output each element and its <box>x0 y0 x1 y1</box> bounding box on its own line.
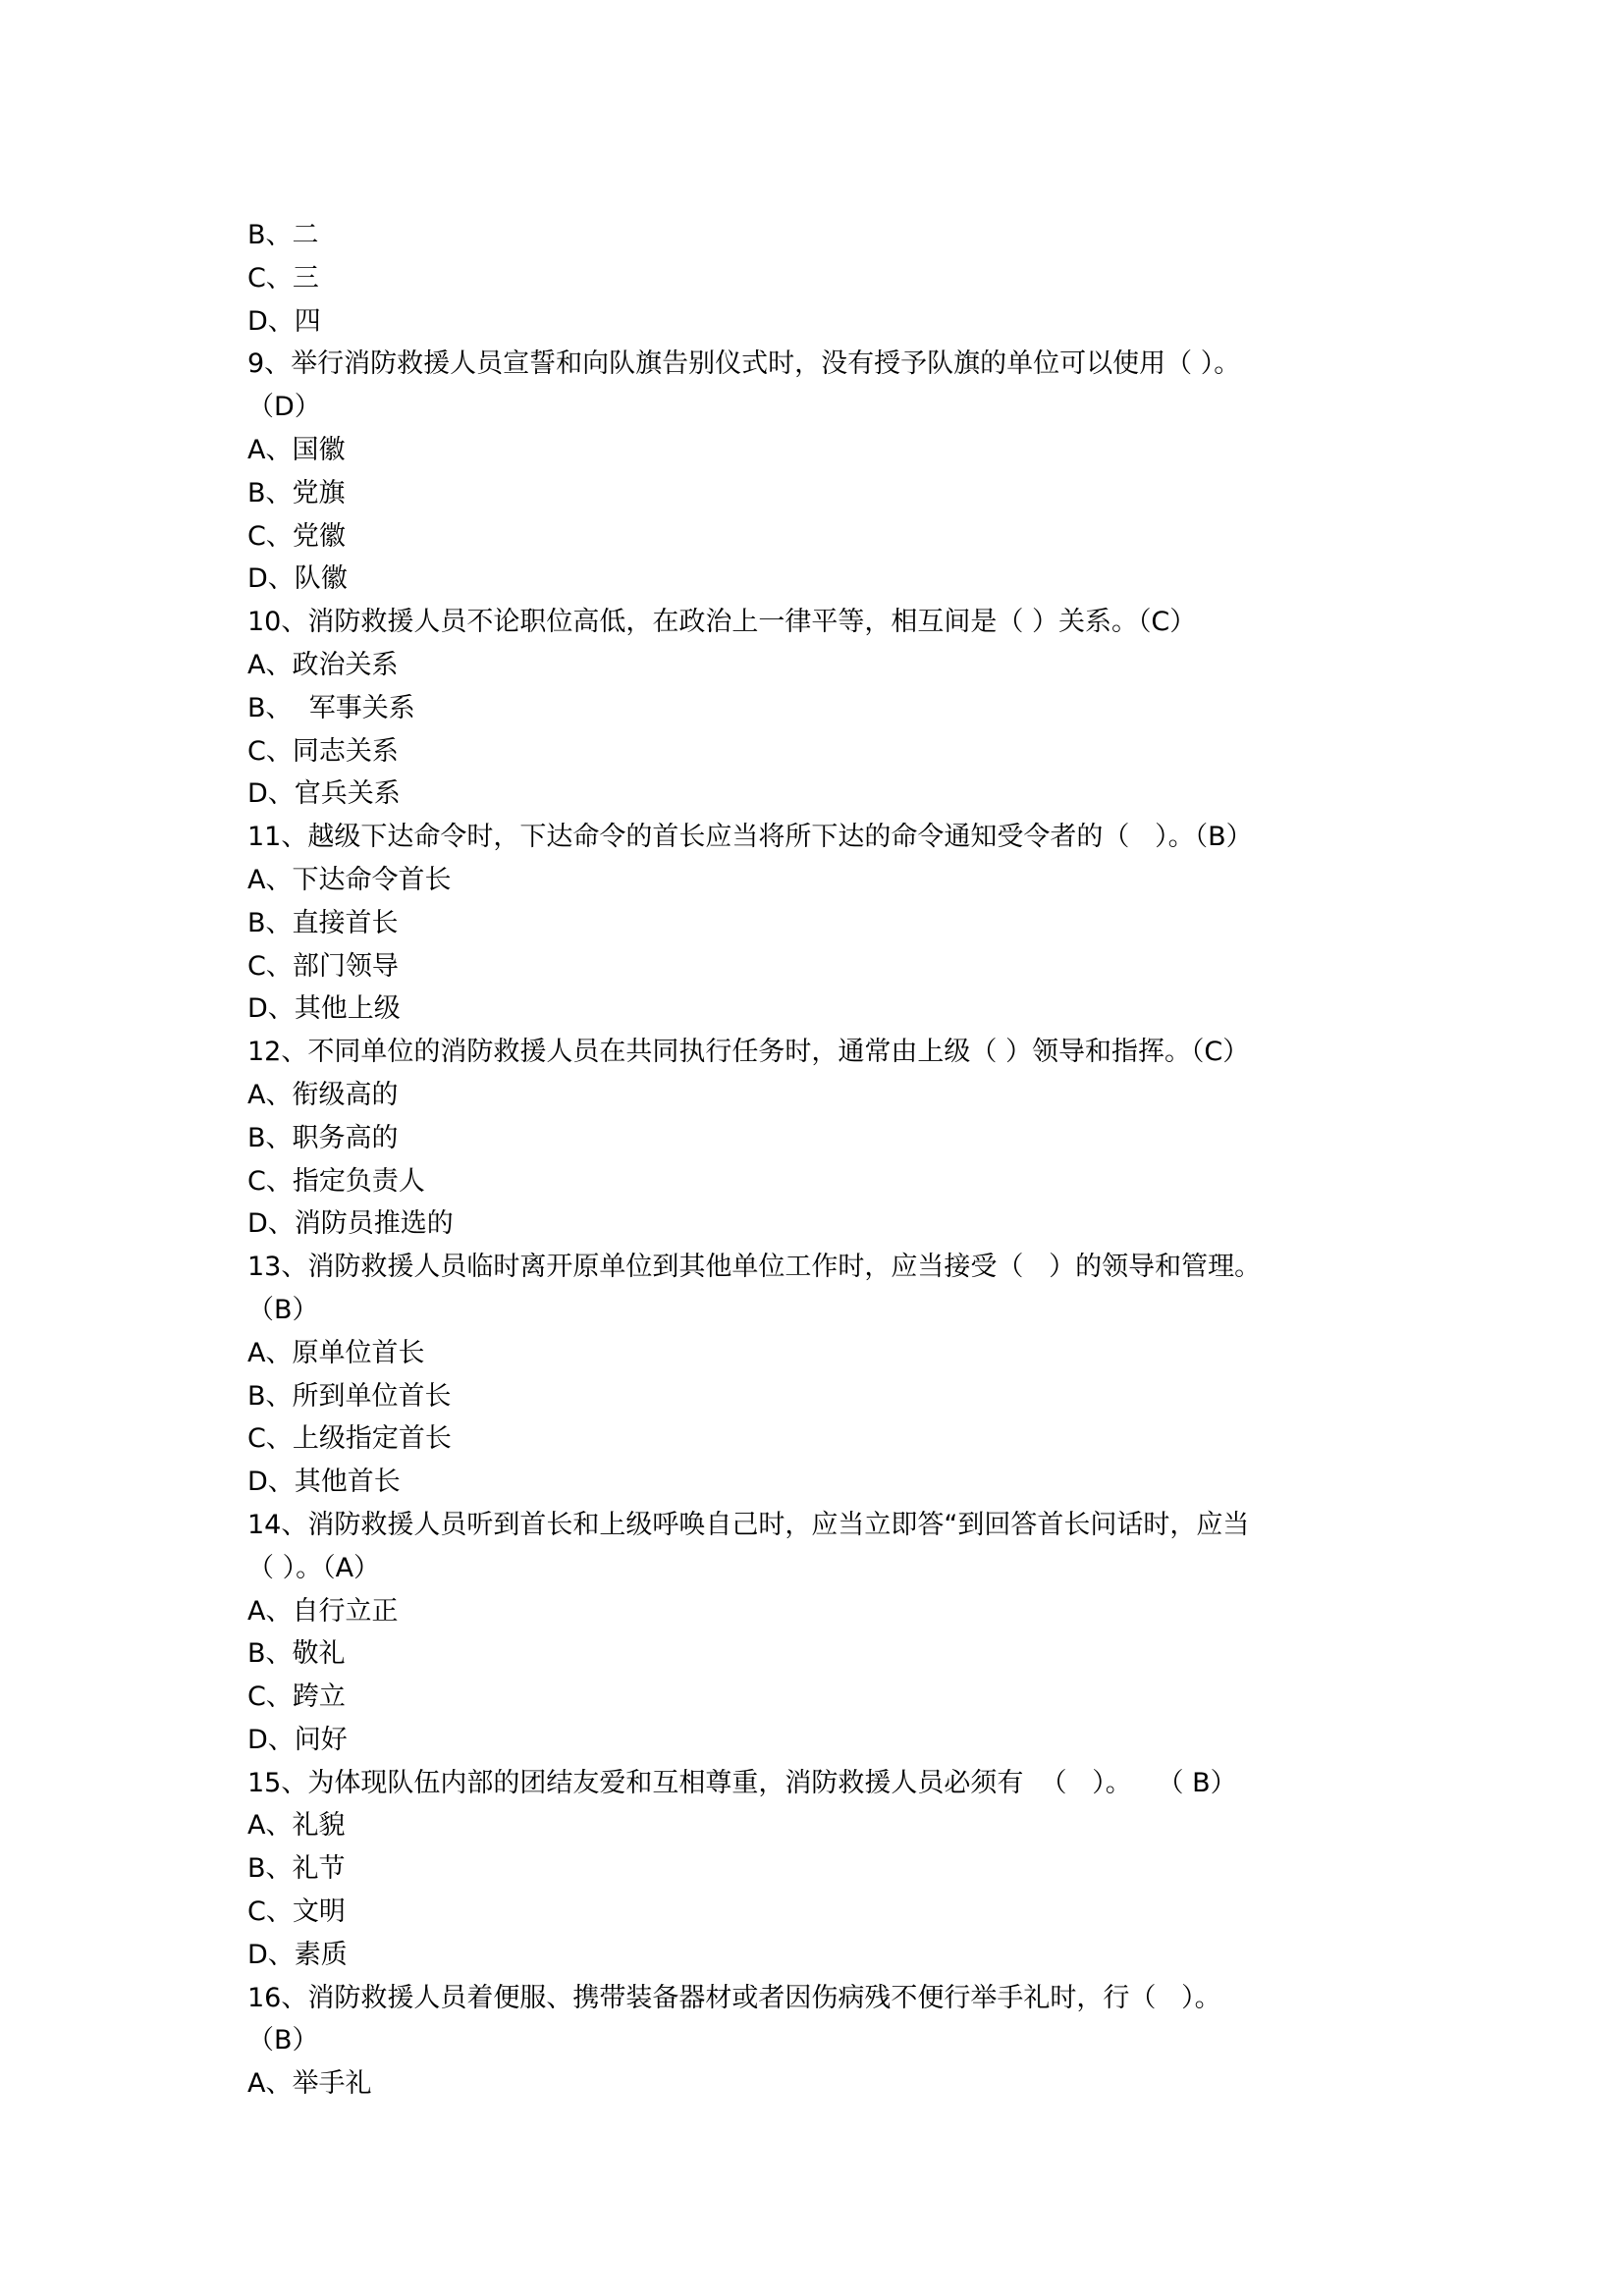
option-line: C、跨立 <box>247 1682 346 1713</box>
answer-13: （B） <box>247 1294 319 1325</box>
option-line: D、消防员推选的 <box>247 1208 454 1240</box>
option-line: C、文明 <box>247 1896 346 1928</box>
option-line: B、二 <box>247 220 319 250</box>
option-line: A、衔级高的 <box>247 1079 399 1110</box>
answer-16: （B） <box>247 2025 319 2056</box>
question-9: 9、举行消防救援人员宣誓和向队旗告别仪式时，没有授予队旗的单位可以使用（ ）。 <box>247 348 1241 380</box>
option-line: D、四 <box>247 305 321 337</box>
option-line: D、问好 <box>247 1724 348 1755</box>
option-line: C、党徽 <box>247 520 346 552</box>
option-line: D、官兵关系 <box>247 778 401 810</box>
option-line: A、下达命令首长 <box>247 864 452 895</box>
option-line: B、 军事关系 <box>247 692 415 723</box>
option-line: B、职务高的 <box>247 1122 399 1153</box>
option-line: A、政治关系 <box>247 649 399 680</box>
question-16: 16、消防救援人员着便服、携带装备器材或者因伤病残不便行举手礼时，行（ ）。 <box>247 1982 1221 2013</box>
option-line: C、部门领导 <box>247 950 399 982</box>
option-line: D、其他上级 <box>247 993 401 1025</box>
question-14: 14、消防救援人员听到首长和上级呼唤自己时，应当立即答“到回答首长问话时，应当 <box>247 1509 1250 1540</box>
question-11: 11、越级下达命令时，下达命令的首长应当将所下达的命令通知受令者的（ ）。（B） <box>247 822 1253 853</box>
question-10: 10、消防救援人员不论职位高低，在政治上一律平等，相互间是（ ）关系。（C） <box>247 607 1197 638</box>
option-line: A、自行立正 <box>247 1595 399 1627</box>
document-body <box>247 214 1386 2106</box>
option-line: B、礼节 <box>247 1853 346 1885</box>
option-line: B、所到单位首长 <box>247 1380 452 1412</box>
option-line: C、同志关系 <box>247 735 399 767</box>
option-line: B、直接首长 <box>247 907 399 938</box>
option-line: B、党旗 <box>247 477 346 508</box>
option-line: C、上级指定首长 <box>247 1423 452 1455</box>
question-13: 13、消防救援人员临时离开原单位到其他单位工作时，应当接受（ ）的领导和管理。 <box>247 1252 1262 1283</box>
option-line: A、国徽 <box>247 434 346 465</box>
option-line: D、队徽 <box>247 563 348 595</box>
question-15: 15、为体现队伍内部的团结友爱和互相尊重，消防救援人员必须有 （ ）。 （ B） <box>247 1767 1237 1798</box>
option-line: C、指定负责人 <box>247 1165 425 1197</box>
option-line: B、敬礼 <box>247 1638 346 1670</box>
option-line: D、其他首长 <box>247 1467 401 1498</box>
answer-9: （D） <box>247 392 321 423</box>
answer-14: （ ）。（A） <box>247 1552 381 1583</box>
option-line: D、素质 <box>247 1939 348 1970</box>
option-line: A、礼貌 <box>247 1810 346 1842</box>
option-line: C、三 <box>247 262 319 294</box>
question-12: 12、不同单位的消防救援人员在共同执行任务时，通常由上级（ ）领导和指挥。（C） <box>247 1037 1250 1068</box>
option-line: A、举手礼 <box>247 2068 372 2100</box>
option-line: A、原单位首长 <box>247 1337 425 1368</box>
